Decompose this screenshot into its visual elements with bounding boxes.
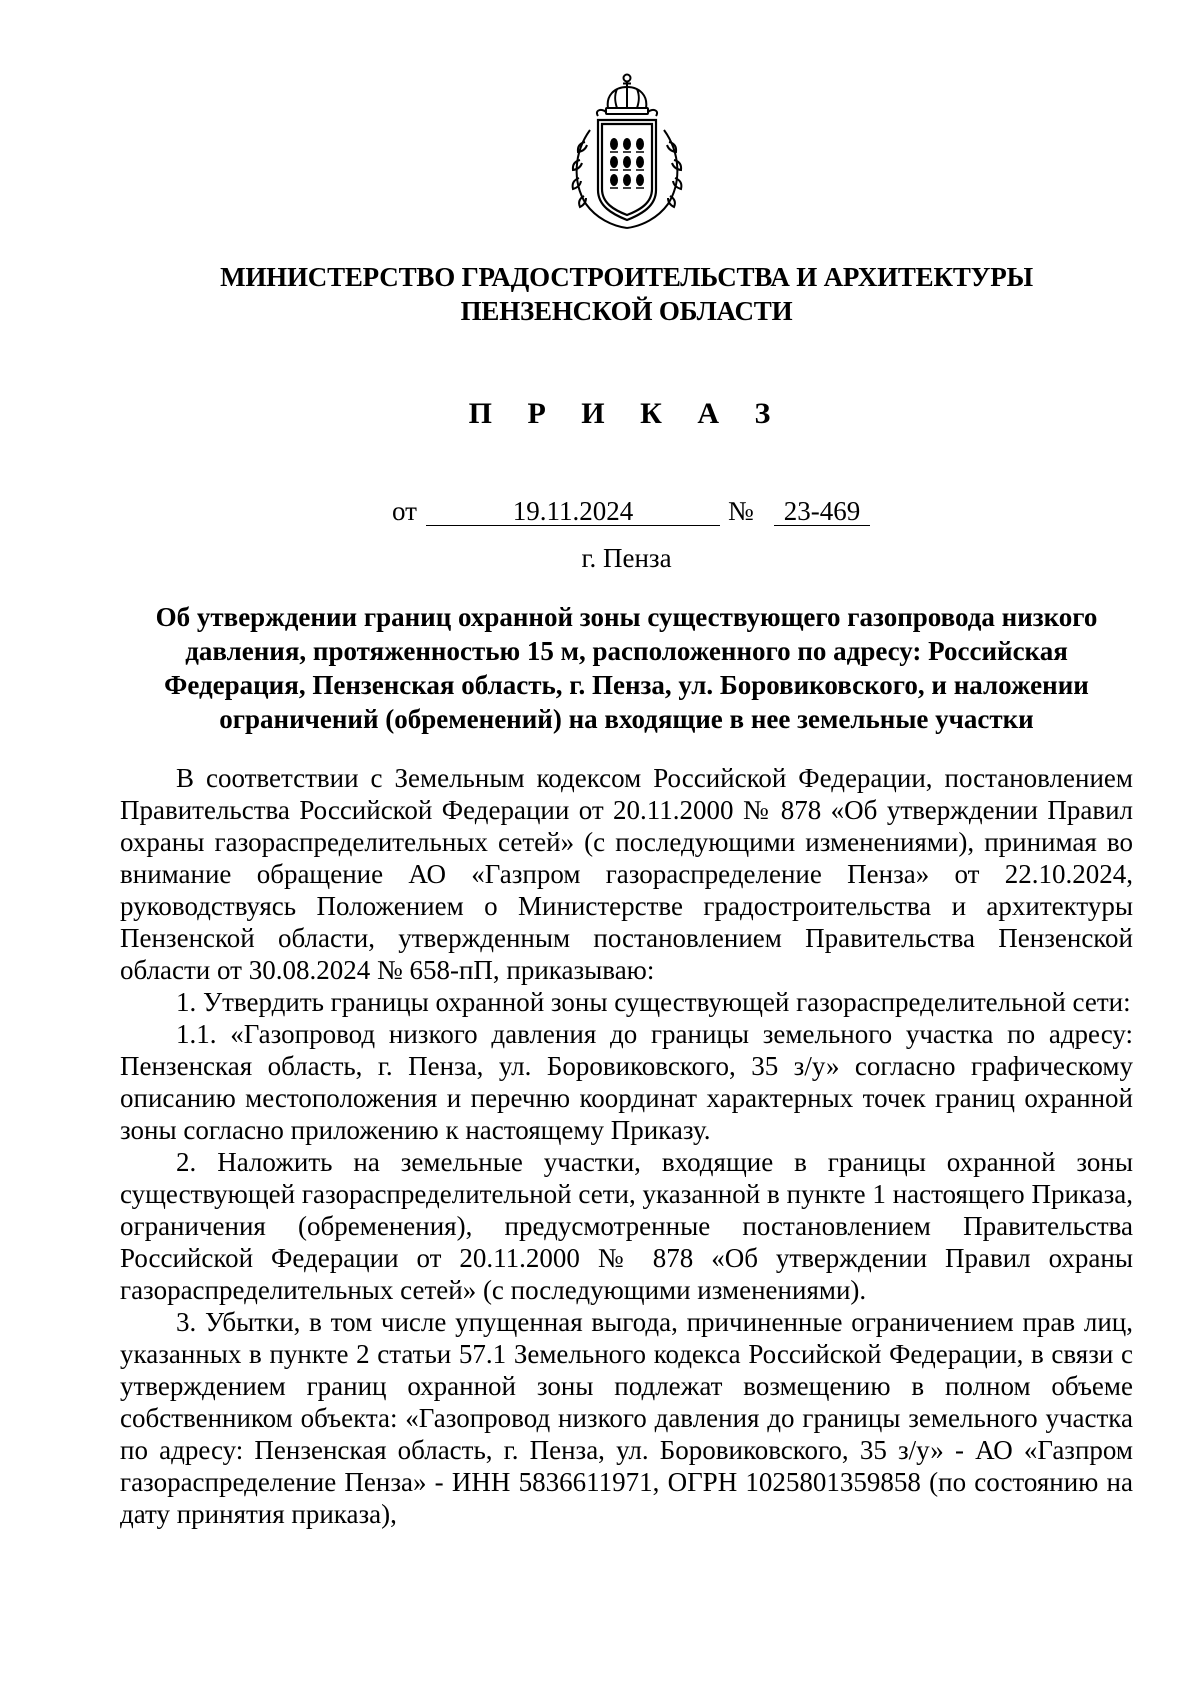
item-1-paragraph: 1. Утвердить границы охранной зоны существующей газораспределительной сети: (176, 987, 1131, 1017)
coat-of-arms-icon (568, 72, 686, 234)
order-body (120, 762, 1133, 1530)
ministry-line-1: МИНИСТЕРСТВО ГРАДОСТРОИТЕЛЬСТВА И АРХИТЕКТУРЫ (220, 262, 1033, 292)
number-label: № (728, 496, 754, 526)
subject-line-4: ограничений (обременений) на входящие в нее земельные участки (219, 704, 1034, 734)
subject-line-2: давления, протяженностью 15 м, расположенного по адресу: Российская (185, 636, 1068, 666)
item-1-1-paragraph: 1.1. «Газопровод низкого давления до границы земельного участка по адресу: Пензенская область, г. Пенза, ул. Боровиковского, 35 з/у» согласно графическому описанию местоположения и перечню координат характерных точек границ охранной зоны согласно приложению к настоящему Приказу. (120, 1019, 1133, 1145)
date-number-line (392, 494, 872, 528)
ministry-line-2: ПЕНЗЕНСКОЙ ОБЛАСТИ (460, 296, 793, 326)
preamble-paragraph: В соответствии с Земельным кодексом Российской Федерации, постановлением Правительства Российской Федерации от 20.11.2000 № 878 «Об утверждении Правил охраны газораспределительных сетей» (с последующими изменениями), принимая во внимание обращение АО «Газпром газораспределение Пенза» от 22.10.2024, руководствуясь Положением о Министерстве градостроительства и архитектуры Пензенской области, утвержденным постановлением Правительства Пензенской области от 30.08.2024 № 658-пП, приказываю: (120, 763, 1133, 985)
order-number: 23-469 (774, 494, 870, 526)
item-2-paragraph: 2. Наложить на земельные участки, входящие в границы охранной зоны существующей газораспределительной сети, указанной в пункте 1 настоящего Приказа, ограничения (обременения), предусмотренные постановлением Правительства Российской Федерации от 20.11.2000 № 878 «Об утверждении Правил охраны газораспределительных сетей» (с последующими изменениями). (120, 1147, 1133, 1305)
order-date: 19.11.2024 (426, 494, 720, 526)
city-line: г. Пенза (581, 543, 672, 573)
item-3-paragraph: 3. Убытки, в том числе упущенная выгода, причиненные ограничением прав лиц, указанных в пункте 2 статьи 57.1 Земельного кодекса Российской Федерации, в связи с утверждением границ охранной зоны подлежат возмещению в полном объеме собственником объекта: «Газопровод низкого давления до границы земельного участка по адресу: Пензенская область, г. Пенза, ул. Боровиковского, 35 з/у» - АО «Газпром газораспределение Пенза» - ИНН 5836611971, ОГРН 1025801359858 (по состоянию на дату принятия приказа), (120, 1307, 1133, 1529)
ministry-name (120, 260, 1133, 328)
document-type-title: П Р И К А З (468, 397, 785, 430)
subject-line-3: Федерация, Пензенская область, г. Пенза, ул. Боровиковского, и наложении (164, 670, 1089, 700)
order-subject (120, 600, 1133, 736)
subject-line-1: Об утверждении границ охранной зоны существующего газопровода низкого (155, 602, 1098, 632)
from-label: от (392, 496, 417, 526)
